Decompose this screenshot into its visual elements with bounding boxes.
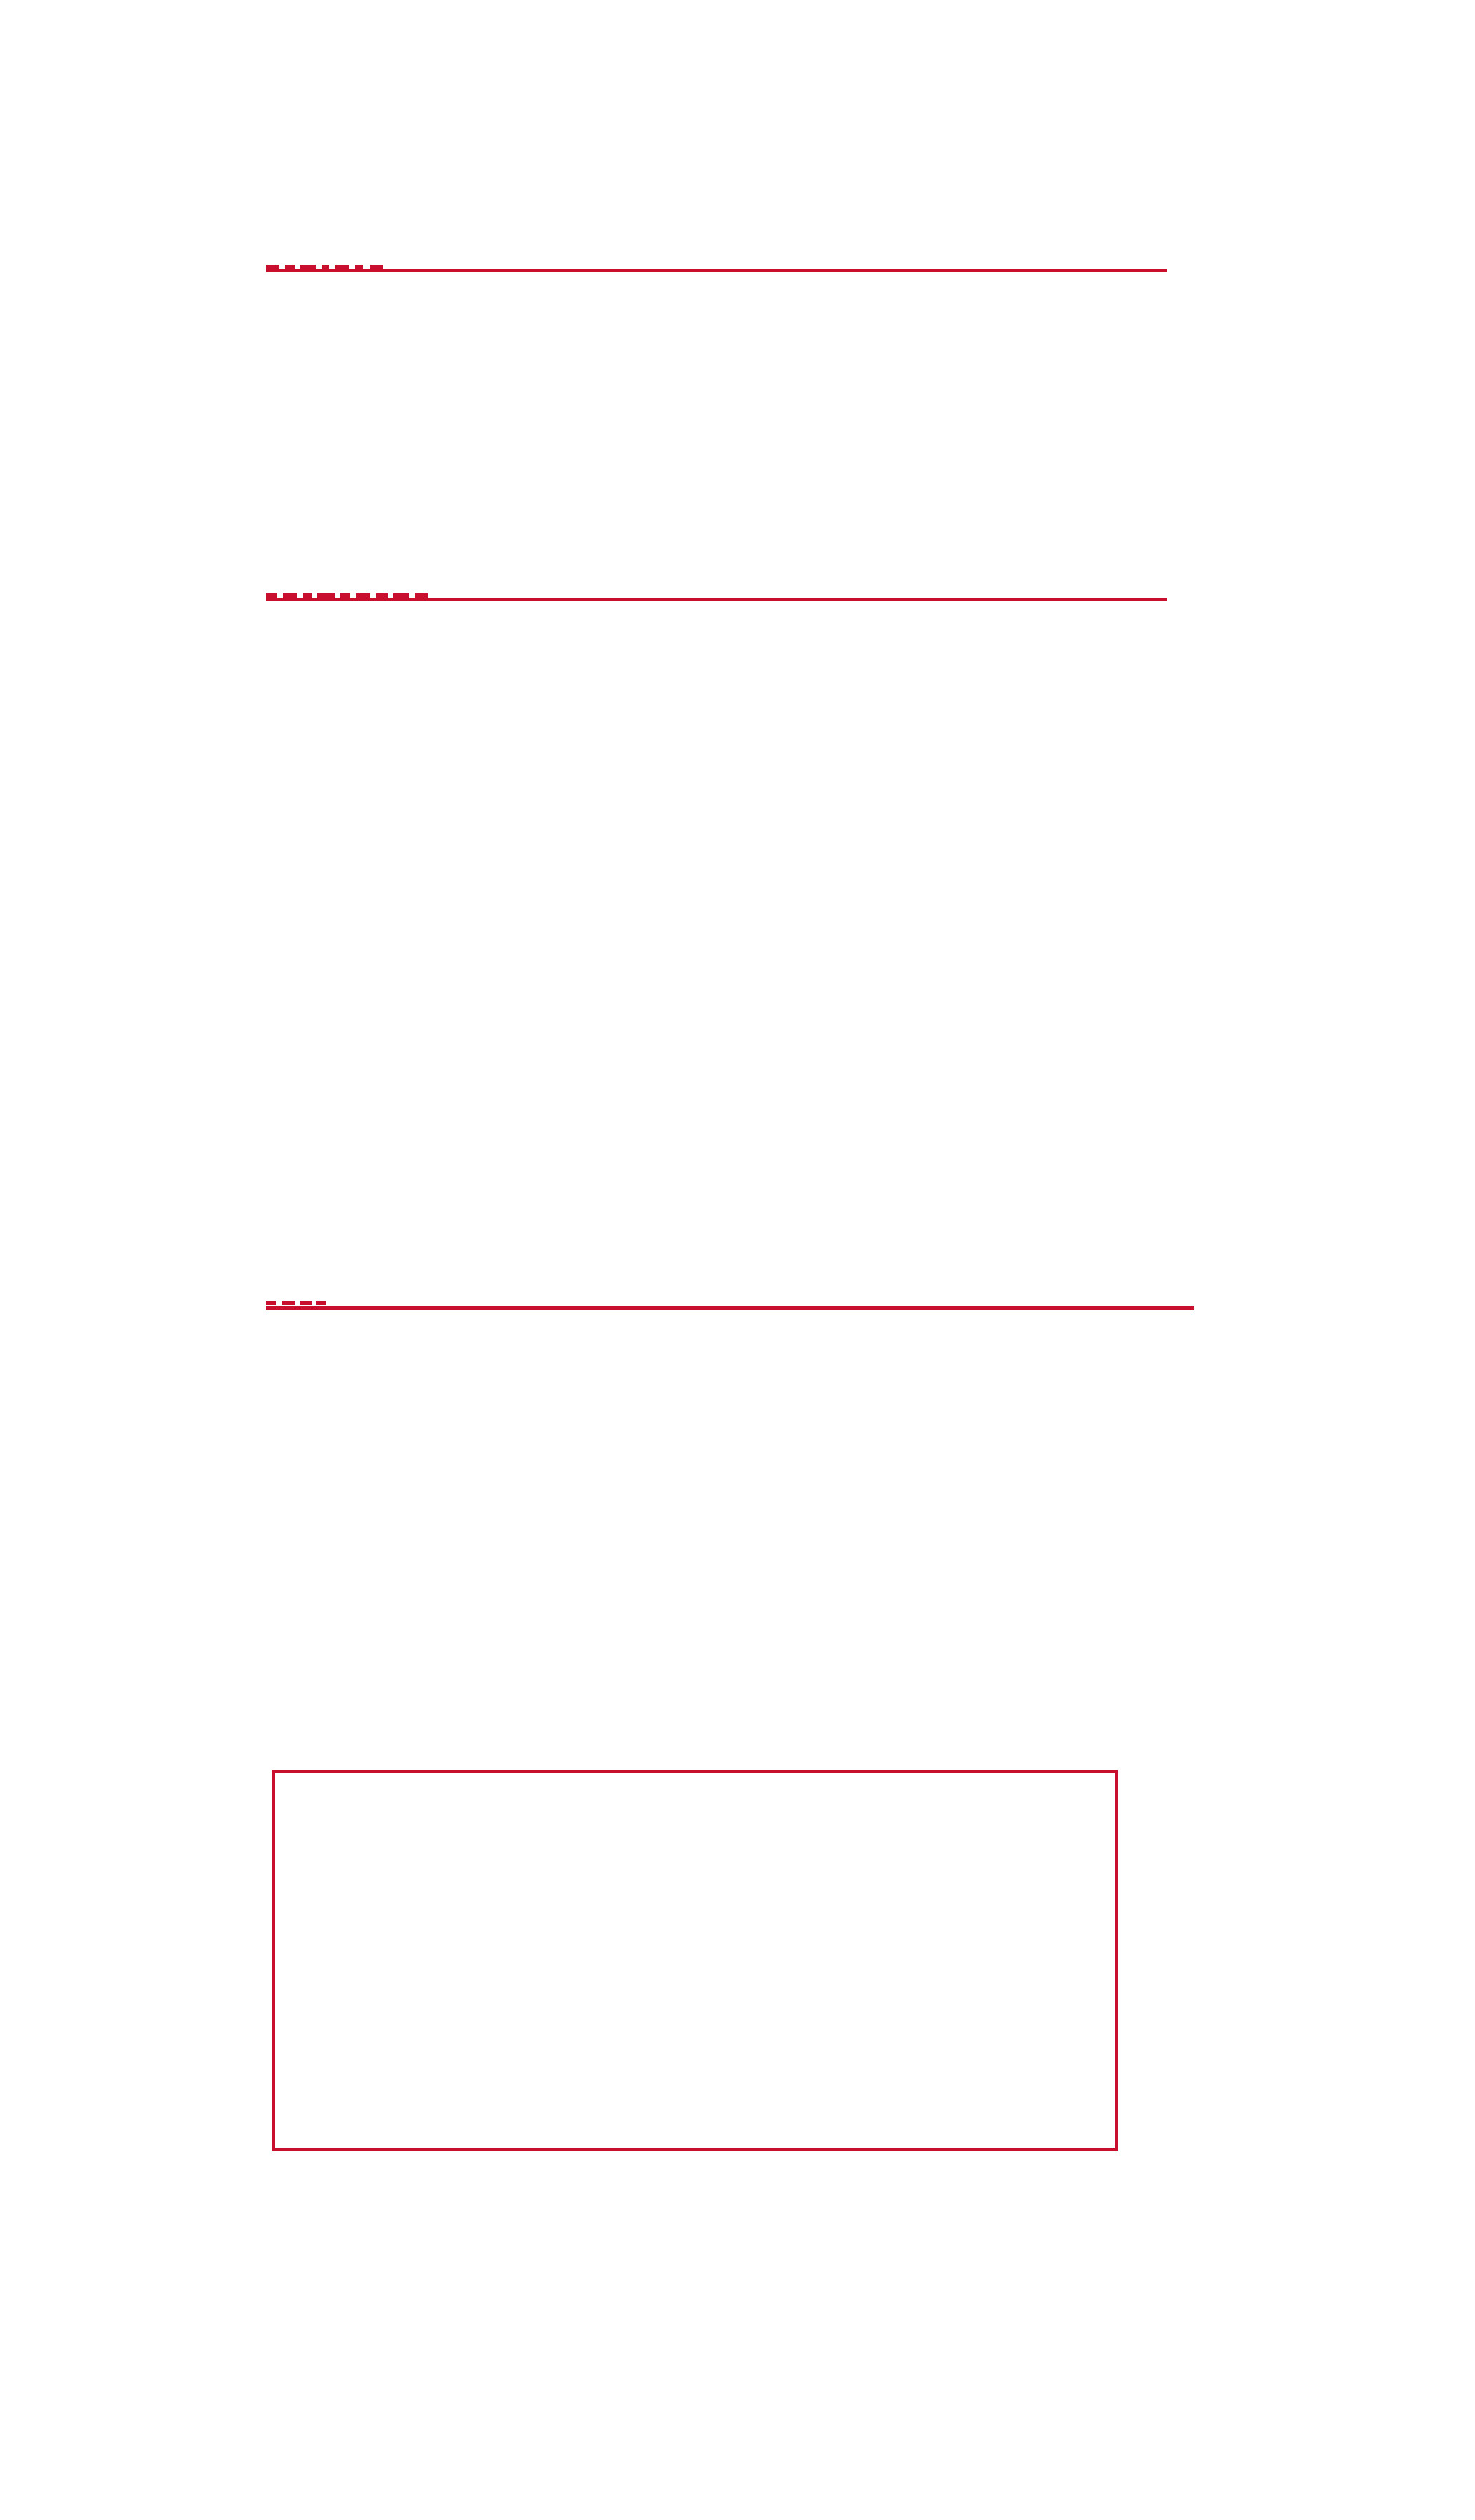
section-heading-3 — [266, 1298, 329, 1305]
section-divider-1 — [266, 269, 1167, 272]
callout-box — [272, 1770, 1118, 2151]
section-divider-2 — [266, 598, 1167, 601]
section-heading-1 — [266, 262, 386, 269]
section-divider-3 — [266, 1306, 1194, 1310]
section-heading-2 — [266, 591, 430, 598]
